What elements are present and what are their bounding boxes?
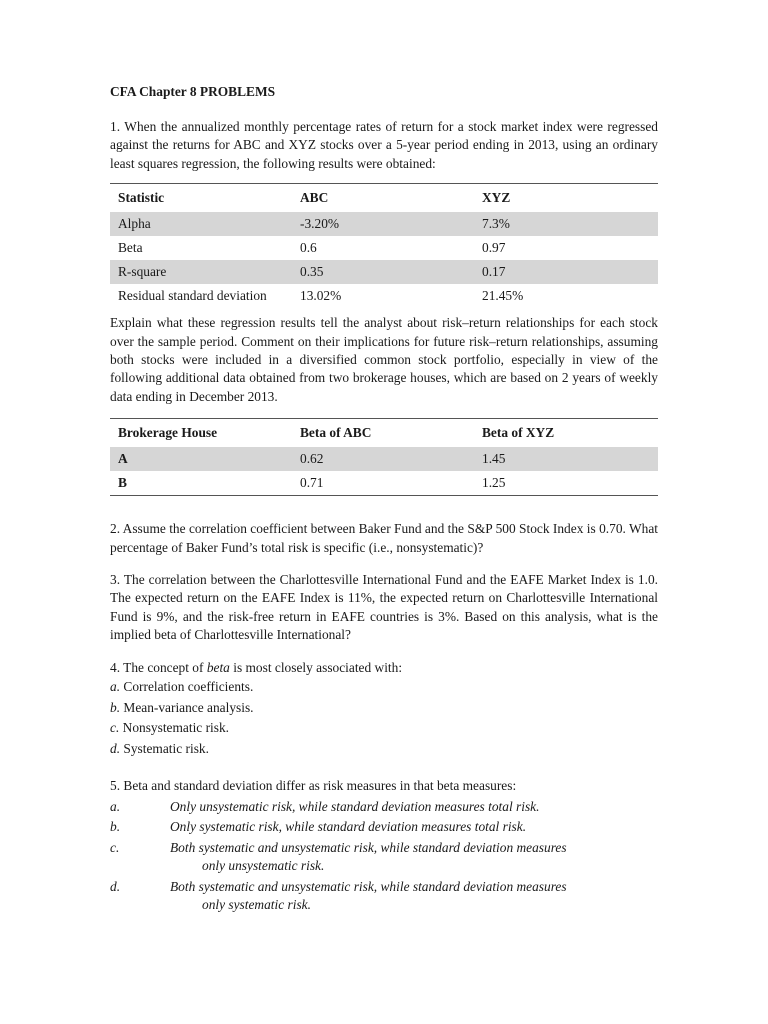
stem-text: 4. The concept of [110,659,207,675]
brokerage-beta-table [110,418,658,496]
option-text: Only systematic risk, while standard deviation measures total risk. [170,819,527,835]
page-title: CFA Chapter 8 PROBLEMS [110,84,276,99]
answer-option [110,698,658,719]
answer-option [110,818,658,836]
option-text: Both systematic and unsystematic risk, while standard deviation measures only systematic risk. [170,878,567,912]
option-text: Nonsystematic risk. [122,720,230,736]
table-cell: 0.6 [300,240,317,256]
answer-option [110,839,658,876]
option-letter: a. [110,679,121,695]
answer-option [110,739,658,760]
column-header: Beta of ABC [300,425,372,441]
table-cell: 0.71 [300,475,324,491]
table-cell: Residual standard deviation [118,288,267,304]
table-cell: R-square [110,260,292,284]
table-cell: 1.45 [474,447,658,471]
column-header: ABC [300,190,329,206]
column-header: XYZ [482,190,511,206]
option-letter: d. [110,740,121,756]
table-cell: 0.97 [482,240,506,256]
document-page [110,84,658,914]
question-5-stem: 5. Beta and standard deviation differ as risk measures in that beta measures: [110,778,517,794]
stem-emphasis: beta [206,659,230,675]
option-text: Mean-variance analysis. [123,699,254,715]
question-4 [110,659,658,760]
table-cell: 0.35 [292,260,474,284]
answer-option [110,798,658,816]
table-cell: 13.02% [300,288,342,304]
answer-option [110,677,658,698]
table-cell: Alpha [110,212,292,236]
table-row [110,284,658,308]
option-letter: a. [110,798,121,814]
table-header-row [110,184,658,213]
table-cell: A [110,447,292,471]
table-cell: Beta [118,240,143,256]
answer-option [110,718,658,739]
option-letter: d. [110,878,121,894]
table-row [110,447,658,471]
column-header: Brokerage House [118,425,218,441]
stem-text: is most closely associated with: [229,659,403,675]
answer-option [110,878,658,915]
question-1-explain: Explain what these regression results tell the analyst about risk–return relationships for each stock over the sample period. Comment on their implications for future risk–return relationships, assuming both stocks were included in a diversified common stock portfolio, especially in view of the following additional data obtained from two brokerage houses, which are based on 2 years of weekly data ending in December 2013. [110,315,658,404]
table-cell: 1.25 [482,475,506,491]
table-cell: 7.3% [474,212,658,236]
column-header: Statistic [118,190,165,206]
table-row [110,212,658,236]
table-row [110,260,658,284]
option-text: Correlation coefficients. [123,679,254,695]
question-1-intro: 1. When the annualized monthly percentage rates of return for a stock market index were regressed against the returns for ABC and XYZ stocks over a 5-year period ending in 2013, using an ordinary least squares regression, the following results were obtained: [110,119,658,171]
option-letter: b. [110,699,121,715]
table-cell: B [118,475,127,491]
question-3: 3. The correlation between the Charlottesville International Fund and the EAFE Market Index is 1.0. The expected return on the EAFE Index is 11%, the expected return on Charlottesville International Fund is 9%, and the risk-free return in EAFE countries is 3%. Based on this analysis, what is the implied beta of Charlottesville International? [110,572,658,643]
option-letter: c. [110,839,120,855]
question-2: 2. Assume the correlation coefficient between Baker Fund and the S&P 500 Stock Index is 0.70. What percentage of Baker Fund’s total risk is specific (i.e., nonsystematic)? [110,521,658,555]
table-cell: 21.45% [482,288,524,304]
option-text: Systematic risk. [123,740,209,756]
table-cell: -3.20% [292,212,474,236]
question-5 [110,777,658,914]
option-text: Both systematic and unsystematic risk, while standard deviation measures only unsystematic risk. [170,839,567,874]
option-letter: c. [110,720,120,736]
column-header: Beta of XYZ [482,425,555,441]
question-4-stem [110,659,658,677]
table-cell: 0.17 [474,260,658,284]
table-header-row [110,419,658,448]
table-row [110,236,658,260]
option-text: Only unsystematic risk, while standard deviation measures total risk. [170,798,540,814]
table-row [110,471,658,496]
option-letter: b. [110,819,121,835]
regression-results-table [110,183,658,308]
table-cell: 0.62 [292,447,474,471]
